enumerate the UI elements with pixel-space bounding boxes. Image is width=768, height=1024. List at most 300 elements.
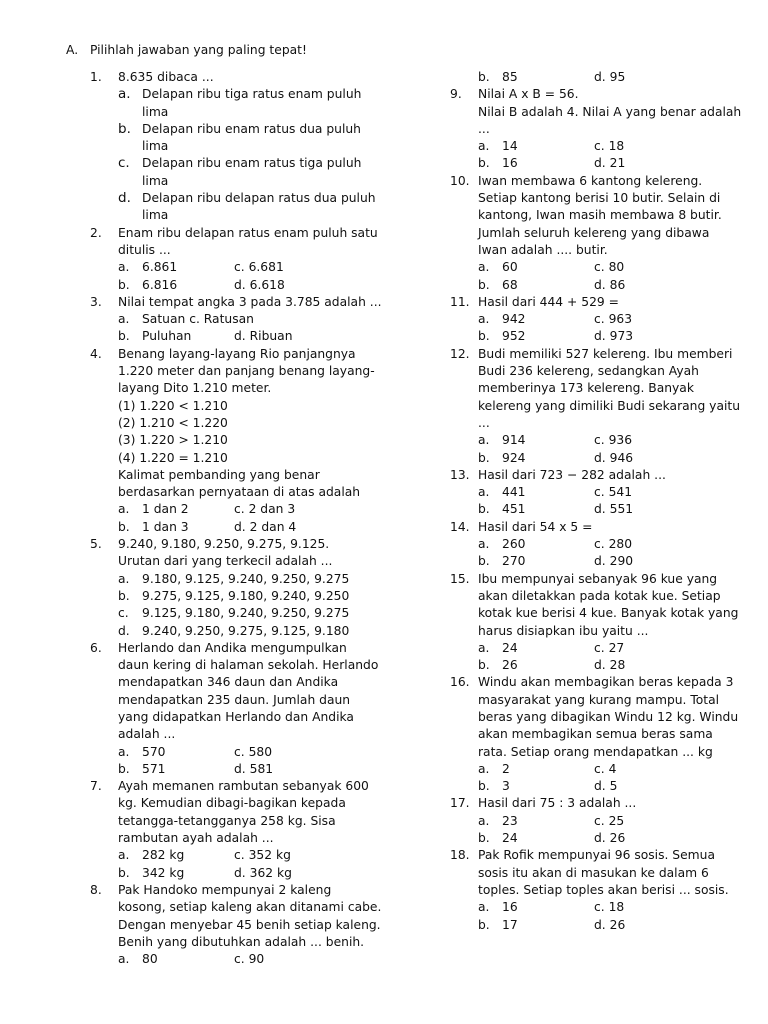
- question-text-line: kosong, setiap kaleng akan ditanami cabe.: [118, 900, 382, 915]
- question-body: [478, 467, 750, 519]
- answer-option: [478, 155, 594, 172]
- answer-row: [118, 847, 375, 864]
- question-text-line: Kalimat pembanding yang benar: [118, 467, 320, 482]
- question-item: [90, 640, 379, 778]
- option-letter: a.: [118, 502, 130, 517]
- option-letter: b.: [478, 658, 490, 673]
- question-text-line: kantong, Iwan masih membawa 8 butir.: [478, 208, 722, 223]
- question-text-line: layang Dito 1.210 meter.: [118, 381, 272, 396]
- answer-row: [118, 951, 375, 968]
- option-text: [142, 190, 376, 225]
- option-text: 16: [502, 900, 518, 915]
- question-text-line: 9.240, 9.180, 9.250, 9.275, 9.125.: [118, 537, 330, 552]
- answer-option: [478, 778, 594, 795]
- answer-row: [118, 328, 375, 345]
- answer-option: [118, 588, 375, 605]
- answer-option: [594, 917, 710, 934]
- option-letter: a.: [478, 260, 490, 275]
- option-text: c. 6.681: [234, 260, 284, 275]
- answer-row: [118, 744, 375, 761]
- option-letter: b.: [118, 329, 130, 344]
- question-body: [118, 778, 375, 882]
- option-text: d. 5: [594, 779, 618, 794]
- option-letter: b.: [478, 502, 490, 517]
- answer-option: [118, 501, 234, 518]
- answer-row: [478, 813, 750, 830]
- question-text-line: harus disiapkan ibu yaitu ...: [478, 623, 649, 638]
- answer-option: [118, 865, 234, 882]
- answer-row: [478, 155, 750, 172]
- option-text: Satuan c. Ratusan: [142, 312, 254, 327]
- answer-option: [118, 311, 254, 328]
- option-text: c. 541: [594, 485, 633, 500]
- option-text: 60: [502, 260, 518, 275]
- option-text: 16: [502, 156, 518, 171]
- option-text: [142, 588, 375, 605]
- question-item: [90, 778, 375, 882]
- answer-option: [118, 605, 375, 622]
- question-body: [118, 346, 375, 536]
- question-text-line: adalah ...: [118, 727, 176, 742]
- option-text-line: 9.125, 9.180, 9.240, 9.250, 9.275: [142, 606, 350, 621]
- option-text: d. 21: [594, 156, 626, 171]
- answer-option: [594, 501, 710, 518]
- question-text-line: Hasil dari 723 − 282 adalah ...: [478, 467, 666, 482]
- option-text: 282 kg: [142, 848, 185, 863]
- question-item: [450, 173, 750, 294]
- option-letter: b.: [478, 779, 490, 794]
- section-label: A.: [66, 43, 79, 57]
- option-text: 14: [502, 139, 518, 154]
- option-letter: b.: [478, 831, 490, 846]
- question-text-line: akan diletakkan pada kotak kue. Setiap: [478, 588, 721, 603]
- question-item: [90, 882, 382, 968]
- answer-option: [478, 259, 594, 276]
- option-letter: b.: [118, 761, 130, 776]
- option-letter: a.: [118, 848, 130, 863]
- option-letter: b.: [478, 554, 490, 569]
- option-text: 441: [502, 485, 526, 500]
- answer-row: [478, 450, 750, 467]
- answer-option: [594, 536, 710, 553]
- option-text: c. 936: [594, 433, 633, 448]
- option-text: d. 2 dan 4: [234, 519, 297, 534]
- question-text-line: 1.220 meter dan panjang benang layang-: [118, 364, 375, 379]
- answer-option: [594, 432, 710, 449]
- answer-option: [594, 328, 710, 345]
- answer-option: [594, 813, 710, 830]
- answer-option: [118, 744, 234, 761]
- question-number: 9.: [450, 87, 462, 102]
- question-text-line: Budi memiliki 527 kelereng. Ibu memberi: [478, 346, 733, 361]
- question-text-line: Urutan dari yang terkecil adalah ...: [118, 554, 333, 569]
- answer-option: [478, 432, 594, 449]
- answer-row: [118, 501, 375, 518]
- question-number: 5.: [90, 537, 102, 552]
- answer-option: [118, 571, 375, 588]
- answer-option: [478, 484, 594, 501]
- question-text-line: kelereng yang dimiliki Budi sekarang yaitu: [478, 398, 741, 413]
- answer-option: [118, 190, 375, 225]
- answer-option: [234, 865, 350, 882]
- option-letter: b.: [478, 70, 490, 84]
- option-text: d. 290: [594, 554, 634, 569]
- question-text-line: berdasarkan pernyataan di atas adalah: [118, 485, 361, 500]
- answer-option: [478, 501, 594, 518]
- question-text-line: ditulis ...: [118, 242, 171, 257]
- option-letter: a.: [478, 761, 490, 776]
- answer-row: [118, 311, 375, 328]
- option-letter: b.: [118, 120, 131, 137]
- question-item: [450, 847, 750, 933]
- answer-option: [118, 328, 234, 345]
- answer-option: [478, 311, 594, 328]
- question-body: [118, 225, 378, 294]
- question-text-line: (2) 1.210 < 1.220: [118, 415, 228, 430]
- answer-row: [478, 761, 750, 778]
- answer-option: [234, 259, 350, 276]
- option-text: 24: [502, 640, 518, 655]
- question-number: 14.: [450, 519, 470, 534]
- option-text: d. 26: [594, 917, 626, 932]
- option-text: 570: [142, 744, 166, 759]
- answer-option: [478, 657, 594, 674]
- option-text-line: Delapan ribu delapan ratus dua puluh: [142, 191, 376, 206]
- right-column: [450, 69, 750, 934]
- option-text: c. 4: [594, 761, 617, 776]
- option-text-line: lima: [142, 104, 169, 119]
- question-text-line: rata. Setiap orang mendapatkan ... kg: [478, 744, 713, 759]
- option-text: 68: [502, 277, 518, 292]
- answer-option: [594, 311, 710, 328]
- answer-option: [234, 328, 350, 345]
- option-text: c. 2 dan 3: [234, 502, 296, 517]
- question-body: [478, 173, 750, 294]
- answer-row: [478, 899, 750, 916]
- answer-option: [234, 847, 350, 864]
- option-text: c. 90: [234, 952, 265, 967]
- question-text-line: (4) 1.220 = 1.210: [118, 450, 228, 465]
- option-letter: c.: [118, 155, 130, 172]
- option-letter: a.: [118, 744, 130, 759]
- answer-option: [478, 553, 594, 570]
- answer-option: [594, 138, 710, 155]
- option-letter: b.: [478, 277, 490, 292]
- option-text-line: Delapan ribu tiga ratus enam puluh: [142, 87, 362, 102]
- option-text: Puluhan: [142, 329, 192, 344]
- question-item: [450, 86, 750, 172]
- answer-option: [118, 623, 375, 640]
- option-letter: a.: [478, 813, 490, 828]
- question-text-line: tetangga-tetangganya 258 kg. Sisa: [118, 813, 336, 828]
- answer-row: [118, 259, 375, 276]
- option-letter: a.: [118, 86, 131, 103]
- question-body: [478, 571, 750, 675]
- section-heading: [66, 43, 307, 57]
- option-text: 571: [142, 761, 166, 776]
- option-text: d. 362 kg: [234, 865, 292, 880]
- answer-option: [594, 761, 710, 778]
- answer-row: [118, 277, 375, 294]
- option-letter: b.: [118, 277, 130, 292]
- option-text: c. 352 kg: [234, 848, 291, 863]
- option-text: 260: [502, 537, 526, 552]
- option-letter: b.: [478, 329, 490, 344]
- answer-option: [594, 484, 710, 501]
- question-text-line: akan membagikan semua beras sama: [478, 727, 713, 742]
- question-text-line: ...: [478, 121, 490, 136]
- option-text: c. 18: [594, 900, 625, 915]
- option-text: 1 dan 2: [142, 502, 189, 517]
- question-text-line: Hasil dari 444 + 529 =: [478, 294, 619, 309]
- question-item: [90, 294, 382, 346]
- option-text: 952: [502, 329, 526, 344]
- question-text-line: Pak Handoko mempunyai 2 kaleng: [118, 882, 332, 897]
- option-letter: a.: [478, 900, 490, 915]
- answer-row: [478, 501, 750, 518]
- answer-option: [234, 761, 350, 778]
- answer-option: [594, 657, 710, 674]
- answer-option: [234, 501, 350, 518]
- answer-option: [594, 553, 710, 570]
- answer-option: [118, 951, 234, 968]
- question-text-line: (1) 1.220 < 1.210: [118, 398, 228, 413]
- question-text-line: masyarakat yang kurang mampu. Total: [478, 692, 720, 707]
- answer-option: [234, 951, 350, 968]
- option-text: 451: [502, 502, 526, 517]
- option-text: 914: [502, 433, 526, 448]
- answer-row: [118, 519, 375, 536]
- option-letter: a.: [478, 640, 490, 655]
- question-number: 18.: [450, 848, 470, 863]
- answer-row: [478, 138, 750, 155]
- answer-option: [594, 778, 710, 795]
- answer-row: [478, 311, 750, 328]
- answer-row: [478, 328, 750, 345]
- answer-option: [478, 640, 594, 657]
- question-text-line: Hasil dari 75 : 3 adalah ...: [478, 796, 637, 811]
- question-text-line: Jumlah seluruh kelereng yang dibawa: [478, 225, 710, 240]
- option-text: 6.816: [142, 277, 178, 292]
- answer-option: [478, 899, 594, 916]
- option-text: 85: [502, 70, 518, 84]
- question-text-line: Windu akan membagikan beras kepada 3: [478, 675, 734, 690]
- question-body: [478, 69, 750, 86]
- answer-option: [478, 917, 594, 934]
- question-text-line: Dengan menyebar 45 benih setiap kaleng.: [118, 917, 381, 932]
- answer-option: [118, 259, 234, 276]
- option-text: c. 25: [594, 813, 625, 828]
- answer-row: [478, 259, 750, 276]
- option-text: 26: [502, 658, 518, 673]
- option-text: d. Ribuan: [234, 329, 293, 344]
- question-text-line: Enam ribu delapan ratus enam puluh satu: [118, 225, 378, 240]
- option-text-line: Delapan ribu enam ratus tiga puluh: [142, 156, 362, 171]
- answer-option: [234, 277, 350, 294]
- answer-option: [594, 450, 710, 467]
- answer-option: [478, 536, 594, 553]
- question-body: [118, 536, 375, 640]
- question-number: 8.: [90, 882, 102, 897]
- option-text: d. 551: [594, 502, 634, 517]
- option-text: 270: [502, 554, 526, 569]
- question-text-line: Nilai B adalah 4. Nilai A yang benar adalah: [478, 104, 742, 119]
- option-text: d. 973: [594, 329, 634, 344]
- answer-option: [118, 277, 234, 294]
- answer-row: [478, 432, 750, 449]
- section-title: Pilihlah jawaban yang paling tepat!: [90, 43, 307, 57]
- option-text: d. 95: [594, 70, 626, 84]
- option-text: c. 27: [594, 640, 625, 655]
- option-letter: a.: [478, 485, 490, 500]
- answer-option: [118, 86, 375, 121]
- option-text: 924: [502, 450, 526, 465]
- question-text-line: sosis itu akan di masukan ke dalam 6: [478, 865, 709, 880]
- question-text-line: Nilai A x B = 56.: [478, 87, 579, 102]
- question-body: [478, 86, 750, 172]
- option-letter: a.: [118, 952, 130, 967]
- question-text-line: Nilai tempat angka 3 pada 3.785 adalah ...: [118, 294, 382, 309]
- question-text-line: Herlando dan Andika mengumpulkan: [118, 640, 347, 655]
- answer-row: [478, 277, 750, 294]
- question-item: [450, 519, 750, 571]
- answer-row: [478, 69, 750, 86]
- question-body: [478, 847, 750, 933]
- option-text: 3: [502, 779, 510, 794]
- question-text-line: Benang layang-layang Rio panjangnya: [118, 346, 356, 361]
- option-letter: d.: [118, 190, 131, 207]
- answer-option: [478, 277, 594, 294]
- option-letter: a.: [478, 139, 490, 154]
- answer-row: [478, 484, 750, 501]
- option-letter: a.: [478, 537, 490, 552]
- answer-row: [118, 761, 375, 778]
- answer-option: [478, 328, 594, 345]
- question-number: 10.: [450, 173, 470, 188]
- option-text-line: Delapan ribu enam ratus dua puluh: [142, 121, 361, 136]
- question-text-line: Pak Rofik mempunyai 96 sosis. Semua: [478, 848, 715, 863]
- question-text-line: memberinya 173 kelereng. Banyak: [478, 381, 694, 396]
- question-item: [90, 225, 378, 294]
- answer-option: [478, 450, 594, 467]
- option-text-line: lima: [142, 208, 169, 223]
- question-text-line: mendapatkan 346 daun dan Andika: [118, 675, 339, 690]
- answer-option: [594, 277, 710, 294]
- option-letter: a.: [478, 312, 490, 327]
- question-text-line: 8.635 dibaca ...: [118, 70, 214, 84]
- option-text: c. 963: [594, 312, 633, 327]
- option-text: c. 280: [594, 537, 633, 552]
- question-text-line: Ayah memanen rambutan sebanyak 600: [118, 779, 369, 794]
- option-text: d. 26: [594, 831, 626, 846]
- option-text: d. 6.618: [234, 277, 285, 292]
- answer-option: [478, 813, 594, 830]
- option-letter: a.: [118, 312, 130, 327]
- option-letter: b.: [118, 588, 130, 603]
- answer-option: [118, 847, 234, 864]
- option-letter: b.: [118, 865, 130, 880]
- option-text: 24: [502, 831, 518, 846]
- option-text: 6.861: [142, 260, 178, 275]
- answer-option: [234, 519, 350, 536]
- question-text-line: Budi 236 kelereng, sedangkan Ayah: [478, 364, 699, 379]
- option-text-line: 9.180, 9.125, 9.240, 9.250, 9.275: [142, 571, 350, 586]
- question-item: [450, 571, 750, 675]
- option-letter: a.: [118, 571, 130, 586]
- question-number: 12.: [450, 346, 470, 361]
- option-text: [142, 121, 375, 156]
- answer-row: [478, 553, 750, 570]
- question-number: 2.: [90, 225, 102, 240]
- question-number: 11.: [450, 294, 470, 309]
- question-text-line: daun kering di halaman sekolah. Herlando: [118, 658, 379, 673]
- answer-option: [594, 259, 710, 276]
- question-text-line: Iwan membawa 6 kantong kelereng.: [478, 173, 703, 188]
- answer-option: [118, 121, 375, 156]
- option-letter: a.: [118, 260, 130, 275]
- question-number: 3.: [90, 294, 102, 309]
- question-item: [90, 346, 375, 536]
- question-text-line: Ibu mempunyai sebanyak 96 kue yang: [478, 571, 718, 586]
- answer-row: [478, 830, 750, 847]
- option-text-line: lima: [142, 139, 169, 154]
- question-text-line: (3) 1.220 > 1.210: [118, 433, 228, 448]
- question-body: [118, 69, 375, 225]
- question-item: [90, 536, 375, 640]
- question-text-line: kg. Kemudian dibagi-bagikan kepada: [118, 796, 346, 811]
- answer-option: [594, 899, 710, 916]
- option-text: [142, 155, 375, 190]
- option-text: 23: [502, 813, 518, 828]
- question-text-line: ...: [478, 415, 490, 430]
- option-letter: d.: [118, 623, 130, 638]
- question-text-line: rambutan ayah adalah ...: [118, 831, 274, 846]
- question-number: 13.: [450, 467, 470, 482]
- left-column: [90, 69, 382, 968]
- option-text: c. 18: [594, 139, 625, 154]
- option-letter: a.: [478, 433, 490, 448]
- option-text: [142, 571, 375, 588]
- answer-row: [478, 640, 750, 657]
- question-number: 15.: [450, 571, 470, 586]
- question-body: [118, 640, 379, 778]
- option-letter: c.: [118, 606, 129, 621]
- question-item: [450, 674, 750, 795]
- question-item: [450, 467, 750, 519]
- question-body: [478, 519, 750, 571]
- answer-option: [118, 519, 234, 536]
- question-body: [478, 674, 750, 795]
- option-text-line: 9.275, 9.125, 9.180, 9.240, 9.250: [142, 588, 350, 603]
- question-text-line: yang didapatkan Herlando dan Andika: [118, 709, 354, 724]
- answer-option: [234, 744, 350, 761]
- question-number: 17.: [450, 796, 470, 811]
- option-text: 1 dan 3: [142, 519, 189, 534]
- question-item: [450, 294, 750, 346]
- question-item: [450, 795, 750, 847]
- option-text: 17: [502, 917, 518, 932]
- option-text-line: lima: [142, 173, 169, 188]
- question-text-line: mendapatkan 235 daun. Jumlah daun: [118, 692, 351, 707]
- question-body: [118, 882, 382, 968]
- option-text: [142, 623, 375, 640]
- option-text: [142, 86, 375, 121]
- answer-option: [118, 761, 234, 778]
- answer-row: [478, 917, 750, 934]
- question-text-line: toples. Setiap toples akan berisi ... sosis.: [478, 882, 729, 897]
- option-text: 80: [142, 952, 158, 967]
- option-letter: b.: [478, 450, 490, 465]
